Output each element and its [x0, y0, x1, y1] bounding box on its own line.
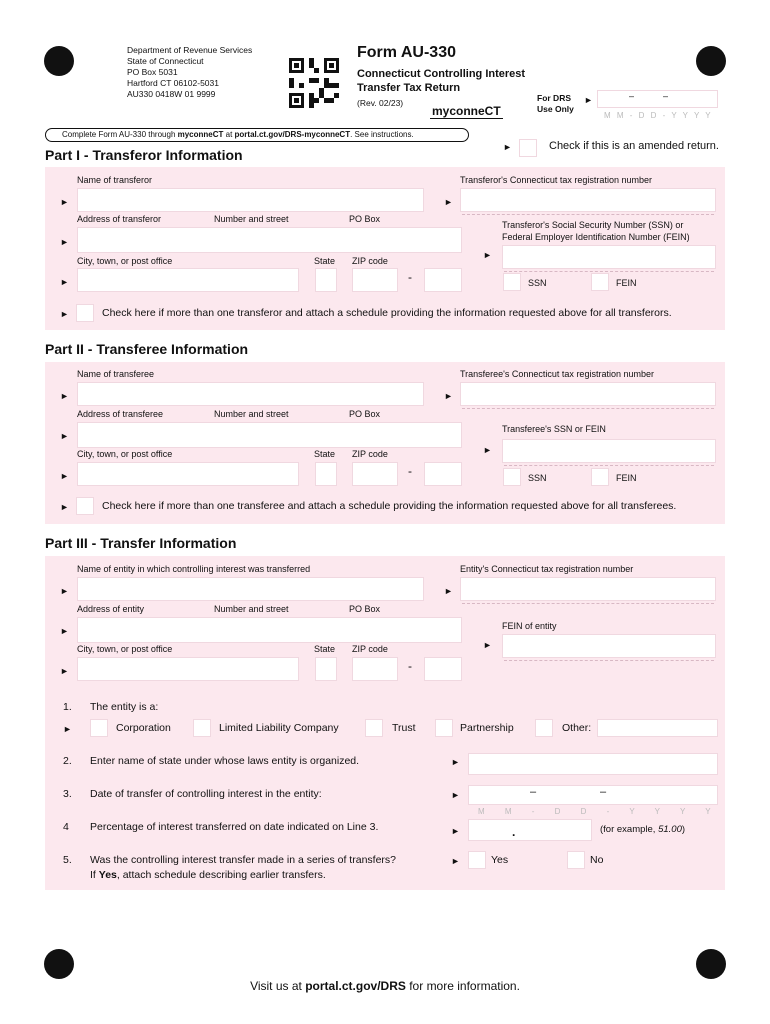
transferor-city-input[interactable]	[77, 268, 299, 292]
ssn-option-label: SSN	[528, 278, 547, 288]
fein-option-label: FEIN	[616, 473, 637, 483]
amended-return-label: Check if this is an amended return.	[549, 140, 719, 152]
ssn-option-label: SSN	[528, 473, 547, 483]
arrow-icon: ►	[60, 502, 69, 512]
city-label: City, town, or post office	[77, 644, 173, 654]
entity-address-label: Address of entity	[77, 604, 145, 614]
transferor-reg-label: Transferor's Connecticut tax registration number	[460, 175, 652, 185]
entity-name-input[interactable]	[77, 577, 424, 601]
transferee-fein-checkbox[interactable]	[591, 468, 609, 486]
arrow-icon: ►	[60, 197, 69, 207]
line2-number: 2.	[63, 755, 72, 767]
partnership-label: Partnership	[460, 722, 514, 734]
line4-number: 4	[63, 821, 69, 833]
transferee-ssn-label: Transferee's SSN or FEIN	[502, 424, 606, 434]
line5-subtext: If Yes, attach schedule describing earlier transfers.	[90, 869, 326, 881]
yes-label: Yes	[491, 854, 509, 866]
entity-reg-input[interactable]	[460, 577, 716, 601]
fein-option-label: FEIN	[616, 278, 637, 288]
arrow-icon: ►	[60, 309, 69, 319]
state-label: State	[314, 256, 336, 266]
transferor-address-label: Address of transferor	[77, 214, 162, 224]
arrow-icon: ►	[60, 431, 69, 441]
part1-title: Part I - Transferor Information	[45, 147, 243, 163]
corporation-label: Corporation	[116, 722, 171, 734]
zip-label: ZIP code	[352, 449, 388, 459]
entity-city-input[interactable]	[77, 657, 299, 681]
pobox-label: PO Box	[349, 604, 381, 614]
myconnect-logo: myconneCT	[432, 104, 501, 118]
portal-link[interactable]: portal.ct.gov/DRS-myconneCT	[234, 130, 351, 139]
state-organized-input[interactable]	[468, 753, 718, 775]
series-yes-checkbox[interactable]	[468, 851, 486, 869]
line5-text: Was the controlling interest transfer made in a series of transfers?	[90, 854, 396, 866]
llc-label: Limited Liability Company	[219, 722, 339, 734]
entity-other-input[interactable]	[597, 719, 718, 737]
digit-guide	[462, 214, 714, 215]
arrow-icon: ►	[60, 666, 69, 676]
form-subtitle: Transfer Tax Return	[357, 82, 461, 94]
line3-text: Date of transfer of controlling interest in the entity:	[90, 788, 322, 800]
transferee-ssn-input[interactable]	[502, 439, 716, 463]
line2-text: Enter name of state under whose laws entity is organized.	[90, 755, 360, 767]
zip-dash: -	[408, 659, 412, 673]
transferee-ssn-checkbox[interactable]	[503, 468, 521, 486]
arrow-icon: ►	[483, 250, 492, 260]
transferee-state-input[interactable]	[315, 462, 337, 486]
digit-guide	[462, 603, 714, 604]
arrow-icon: ►	[444, 391, 453, 401]
transferee-zip4-input[interactable]	[424, 462, 462, 486]
entity-state-input[interactable]	[315, 657, 337, 681]
drs-date-hint: M M - D D - Y Y Y Y	[604, 111, 713, 120]
digit-guide	[504, 271, 714, 272]
transferor-zip4-input[interactable]	[424, 268, 462, 292]
arrow-icon: ►	[451, 856, 460, 866]
arrow-icon: ►	[584, 95, 593, 105]
transferee-name-input[interactable]	[77, 382, 424, 406]
street-label: Number and street	[214, 214, 289, 224]
arrow-icon: ►	[60, 471, 69, 481]
part3-title: Part III - Transfer Information	[45, 535, 237, 551]
arrow-icon: ►	[60, 237, 69, 247]
city-label: City, town, or post office	[77, 449, 173, 459]
date-dash: –	[600, 786, 607, 798]
zip-label: ZIP code	[352, 256, 388, 266]
arrow-icon: ►	[63, 724, 72, 734]
arrow-icon: ►	[451, 826, 460, 836]
part2-title: Part II - Transferee Information	[45, 341, 249, 357]
drs-date-dash: –	[629, 91, 635, 101]
arrow-icon: ►	[60, 277, 69, 287]
transferor-address-input[interactable]	[77, 227, 462, 253]
entity-other-checkbox[interactable]	[535, 719, 553, 737]
pobox-label: PO Box	[349, 214, 381, 224]
entity-zip4-input[interactable]	[424, 657, 462, 681]
percentage-input[interactable]	[468, 819, 592, 841]
transferor-ssn-checkbox[interactable]	[503, 273, 521, 291]
percentage-example: (for example, 51.00)	[600, 824, 686, 835]
arrow-icon: ►	[483, 640, 492, 650]
transferor-reg-input[interactable]	[460, 188, 716, 212]
entity-fein-input[interactable]	[502, 634, 716, 658]
arrow-icon: ►	[60, 391, 69, 401]
revision: (Rev. 02/23)	[357, 98, 404, 108]
transfer-date-hint: M M - D D - Y Y Y Y	[478, 807, 720, 816]
transferee-zip-input[interactable]	[352, 462, 398, 486]
entity-fein-label: FEIN of entity	[502, 621, 557, 631]
transferee-city-input[interactable]	[77, 462, 299, 486]
date-dash: –	[530, 786, 537, 798]
transferee-address-label: Address of transferee	[77, 409, 164, 419]
amended-return-checkbox[interactable]	[519, 139, 537, 157]
transferee-name-label: Name of transferee	[77, 369, 155, 379]
transferor-state-input[interactable]	[315, 268, 337, 292]
other-label: Other:	[562, 722, 592, 734]
zip-label: ZIP code	[352, 644, 388, 654]
trust-label: Trust	[392, 722, 416, 734]
transfer-date-input[interactable]	[468, 785, 718, 805]
entity-name-label: Name of entity in which controlling interest was transferred	[77, 564, 311, 574]
entity-reg-label: Entity's Connecticut tax registration number	[460, 564, 634, 574]
digit-guide	[462, 408, 714, 409]
registration-mark	[696, 949, 726, 979]
state-label: State	[314, 644, 336, 654]
city-label: City, town, or post office	[77, 256, 173, 266]
transferee-reg-input[interactable]	[460, 382, 716, 406]
drs-label: For DRS Use Only	[537, 93, 574, 114]
arrow-icon: ►	[60, 626, 69, 636]
footer-link[interactable]: portal.ct.gov/DRS	[305, 979, 406, 993]
transferor-name-input[interactable]	[77, 188, 424, 212]
entity-trust-checkbox[interactable]	[365, 719, 383, 737]
transferor-ssn-label: Transferor's Social Security Number (SSN) or Federal Employer Identification Number (FEIN)	[502, 220, 690, 242]
state-label: State	[314, 449, 336, 459]
arrow-icon: ►	[60, 586, 69, 596]
digit-guide	[504, 660, 714, 661]
transferor-zip-input[interactable]	[352, 268, 398, 292]
registration-mark	[44, 46, 74, 76]
dept-address: Department of Revenue Services State of Connecticut PO Box 5031 Hartford CT 06102-5031 AU330 0418W 01 9999	[127, 45, 253, 99]
street-label: Number and street	[214, 604, 289, 614]
entity-address-input[interactable]	[77, 617, 462, 643]
multiple-transferees-checkbox[interactable]	[76, 497, 94, 515]
multiple-transferees-label: Check here if more than one transferee and attach a schedule providing the information requested above for all transferees.	[102, 500, 677, 512]
entity-corporation-checkbox[interactable]	[90, 719, 108, 737]
arrow-icon: ►	[451, 757, 460, 767]
registration-mark	[44, 949, 74, 979]
zip-dash: -	[408, 270, 412, 284]
transferee-address-input[interactable]	[77, 422, 462, 448]
entity-zip-input[interactable]	[352, 657, 398, 681]
registration-mark	[696, 46, 726, 76]
no-label: No	[590, 854, 604, 866]
decimal-point: .	[512, 825, 516, 839]
line4-text: Percentage of interest transferred on date indicated on Line 3.	[90, 821, 379, 833]
arrow-icon: ►	[444, 197, 453, 207]
footer-text: Visit us at portal.ct.gov/DRS for more information.	[250, 979, 520, 993]
arrow-icon: ►	[503, 142, 512, 152]
entity-partnership-checkbox[interactable]	[435, 719, 453, 737]
line5-number: 5.	[63, 854, 72, 866]
series-no-checkbox[interactable]	[567, 851, 585, 869]
transferor-fein-checkbox[interactable]	[591, 273, 609, 291]
zip-dash: -	[408, 464, 412, 478]
transferor-ssn-input[interactable]	[502, 245, 716, 269]
qr-code-icon	[289, 58, 339, 108]
drs-date-field[interactable]	[597, 90, 718, 108]
multiple-transferors-label: Check here if more than one transferor and attach a schedule providing the information requested above for all transferors.	[102, 307, 672, 319]
digit-guide	[504, 465, 714, 466]
instructions-banner: Complete Form AU-330 through myconneCT at portal.ct.gov/DRS-myconneCT. See instructions.	[45, 128, 469, 142]
line3-number: 3.	[63, 788, 72, 800]
drs-date-dash: –	[663, 91, 669, 101]
form-title: Form AU-330	[357, 44, 456, 61]
line1-text: The entity is a:	[90, 701, 159, 713]
arrow-icon: ►	[483, 445, 492, 455]
arrow-icon: ►	[444, 586, 453, 596]
transferee-reg-label: Transferee's Connecticut tax registration number	[460, 369, 654, 379]
entity-llc-checkbox[interactable]	[193, 719, 211, 737]
line1-number: 1.	[63, 701, 72, 713]
multiple-transferors-checkbox[interactable]	[76, 304, 94, 322]
arrow-icon: ►	[451, 790, 460, 800]
pobox-label: PO Box	[349, 409, 381, 419]
street-label: Number and street	[214, 409, 289, 419]
form-subtitle: Connecticut Controlling Interest	[357, 68, 526, 80]
transferor-name-label: Name of transferor	[77, 175, 153, 185]
